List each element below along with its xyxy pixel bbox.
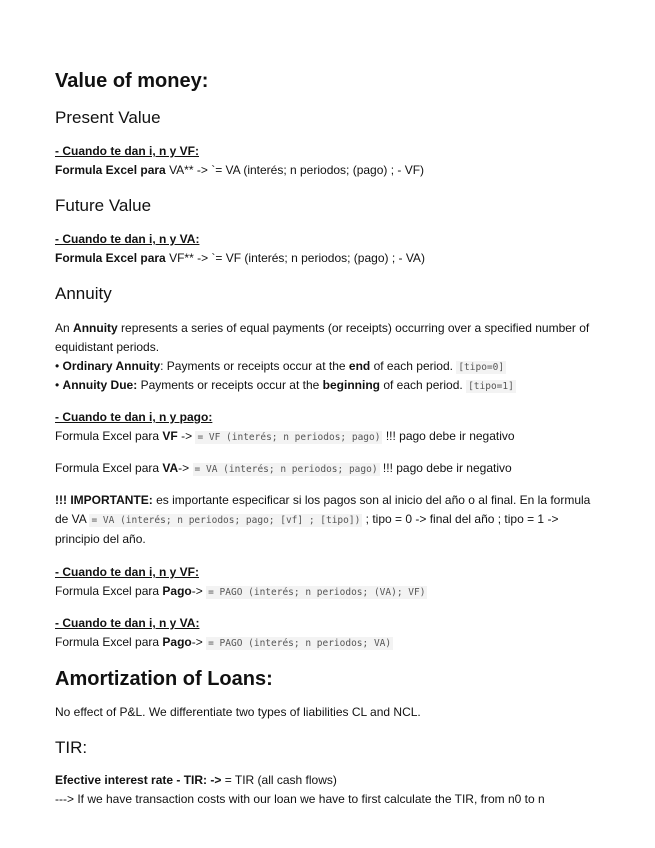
arrow: ->	[178, 461, 190, 475]
tir-heading: TIR:	[55, 738, 88, 757]
important-text: es importante especificar si los pagos son al inicio del año o al final. En la formula de VA	[55, 493, 591, 526]
formula-label: Formula Excel para	[55, 429, 160, 443]
pago-formula-va	[55, 633, 393, 653]
important-tail: ; tipo = 0 -> final del año ; tipo = 1 -> principio del año.	[55, 512, 559, 546]
bullet-icon: •	[55, 378, 60, 392]
future-value-formula	[55, 249, 425, 268]
formula-target: Pago	[162, 584, 192, 598]
amortization-text: No effect of P&L. We differentiate two types of liabilities CL and NCL.	[55, 705, 421, 719]
future-value-case: - Cuando te dan i, n y VA:	[55, 232, 200, 246]
formula-code: = PAGO (interés; n periodos; (VA); VF)	[208, 587, 426, 598]
present-value-case: - Cuando te dan i, n y VF:	[55, 144, 199, 158]
formula-label: Formula Excel para	[55, 584, 160, 598]
annuity-intro	[55, 319, 600, 357]
formula-text: VA** -> `= VA (interés; n periodos; (pago) ; - VF)	[169, 163, 425, 177]
annuity-heading: Annuity	[55, 284, 112, 303]
present-value-formula	[55, 161, 424, 180]
ordinary-annuity-bullet	[55, 357, 506, 377]
important-note	[55, 491, 600, 549]
ordinary-pre: : Payments or receipts occur at the	[160, 359, 346, 373]
annuity-case-va: - Cuando te dan i, n y VA:	[55, 616, 200, 630]
bullet-icon: •	[55, 359, 60, 373]
arrow: ->	[191, 584, 203, 598]
annuity-due-bullet	[55, 376, 516, 396]
formula-code: = VA (interés; n periodos; pago)	[194, 464, 378, 475]
intro-post: represents a series of equal payments (or receipts) occurring over a specified number of equidistant periods.	[55, 321, 590, 354]
due-post: of each period.	[383, 378, 463, 392]
pago-formula-vf	[55, 582, 427, 602]
tir-note: ---> If we have transaction costs with our loan we have to first calculate the TIR, from n0 to n	[55, 792, 545, 806]
due-code: [tipo=1]	[468, 381, 514, 392]
important-label: !!! IMPORTANTE:	[55, 493, 153, 507]
arrow: ->	[191, 635, 203, 649]
ordinary-post: of each period.	[373, 359, 453, 373]
due-term: Annuity Due:	[62, 378, 138, 392]
formula-target: VA	[162, 461, 179, 475]
formula-label: Formula Excel para	[55, 461, 160, 475]
arrow: ->	[181, 429, 193, 443]
formula-text: VF** -> `= VF (interés; n periodos; (pago) ; - VA)	[169, 251, 425, 265]
ordinary-term: Ordinary Annuity	[62, 359, 161, 373]
formula-note: !!! pago debe ir negativo	[385, 429, 515, 443]
annuity-case-pago: - Cuando te dan i, n y pago:	[55, 410, 213, 424]
formula-note: !!! pago debe ir negativo	[382, 461, 512, 475]
tir-label: Efective interest rate - TIR: ->	[55, 773, 222, 787]
formula-target: VF	[162, 429, 178, 443]
tir-text: = TIR (all cash flows)	[224, 773, 337, 787]
formula-label: Formula Excel para	[55, 251, 166, 265]
formula-code: = VF (interés; n periodos; pago)	[197, 432, 381, 443]
ordinary-bold: end	[348, 359, 371, 373]
amortization-heading: Amortization of Loans:	[55, 668, 273, 690]
page-title: Value of money:	[55, 70, 209, 92]
formula-label: Formula Excel para	[55, 163, 166, 177]
due-pre: Payments or receipts occur at the	[140, 378, 320, 392]
important-code: = VA (interés; n periodos; pago; [vf] ; [tipo])	[91, 515, 361, 526]
annuity-va-formula	[55, 459, 512, 479]
intro-pre: An	[55, 321, 70, 335]
formula-code: = PAGO (interés; n periodos; VA)	[208, 638, 392, 649]
tir-formula	[55, 771, 337, 790]
formula-label: Formula Excel para	[55, 635, 160, 649]
formula-target: Pago	[162, 635, 192, 649]
annuity-vf-formula	[55, 427, 515, 447]
intro-term: Annuity	[73, 321, 118, 335]
present-value-heading: Present Value	[55, 108, 161, 127]
annuity-case-vf: - Cuando te dan i, n y VF:	[55, 565, 199, 579]
ordinary-code: [tipo=0]	[458, 362, 505, 373]
due-bold: beginning	[322, 378, 380, 392]
future-value-heading: Future Value	[55, 196, 152, 215]
